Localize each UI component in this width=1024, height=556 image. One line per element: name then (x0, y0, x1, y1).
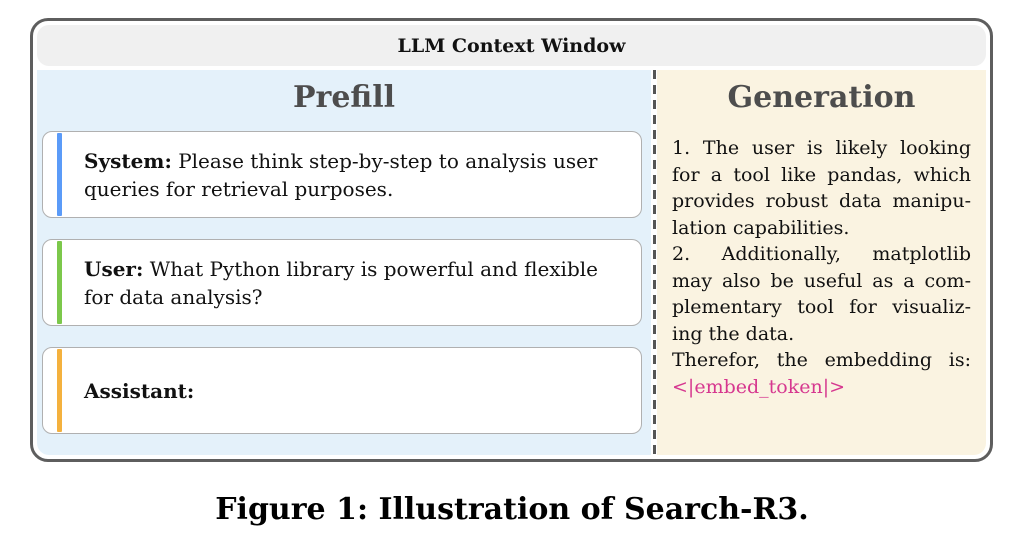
assistant-message-text (84, 377, 621, 405)
user-message-text (84, 255, 621, 311)
figure-caption: Figure 1: Illustration of Search-R3. (215, 492, 809, 527)
assistant-role-label: Assistant: (84, 378, 195, 403)
user-content: What Python library is powerful and flexible for data analysis? (84, 256, 598, 309)
generation-line: 1. The user is likely looking (672, 137, 971, 159)
generation-section (657, 70, 986, 455)
prefill-header: Prefill (292, 80, 396, 115)
user-accent-bar (57, 241, 62, 324)
generation-line: ing the data. (672, 322, 795, 345)
generation-line: Therefor, the embedding is: (672, 349, 971, 371)
system-content: Please think step-by-step to analysis user queries for retrieval purposes. (84, 148, 598, 201)
system-message (42, 131, 642, 218)
system-message-text (84, 147, 621, 203)
user-role-label: User: (84, 256, 144, 281)
generation-line: may also be useful as a com- (672, 269, 971, 292)
system-accent-bar (57, 133, 62, 216)
generation-line: provides robust data manipu- (672, 190, 971, 212)
embed-token: <|embed_token|> (672, 375, 846, 398)
generation-line: plementary tool for visualiz- (672, 296, 971, 318)
llm-context-window (30, 18, 993, 462)
generation-text (672, 135, 971, 400)
generation-line: for a tool like pandas, which (672, 163, 971, 186)
assistant-accent-bar (57, 349, 62, 432)
system-role-label: System: (84, 148, 172, 173)
prefill-section (37, 70, 651, 455)
generation-header: Generation (727, 80, 916, 115)
generation-line: 2. Additionally, matplotlib (672, 243, 971, 265)
user-message (42, 239, 642, 326)
window-title: LLM Context Window (37, 25, 986, 66)
context-window-content (37, 70, 986, 455)
assistant-message (42, 347, 642, 434)
generation-line: lation capabilities. (672, 216, 850, 239)
dashed-divider-line (653, 70, 656, 455)
